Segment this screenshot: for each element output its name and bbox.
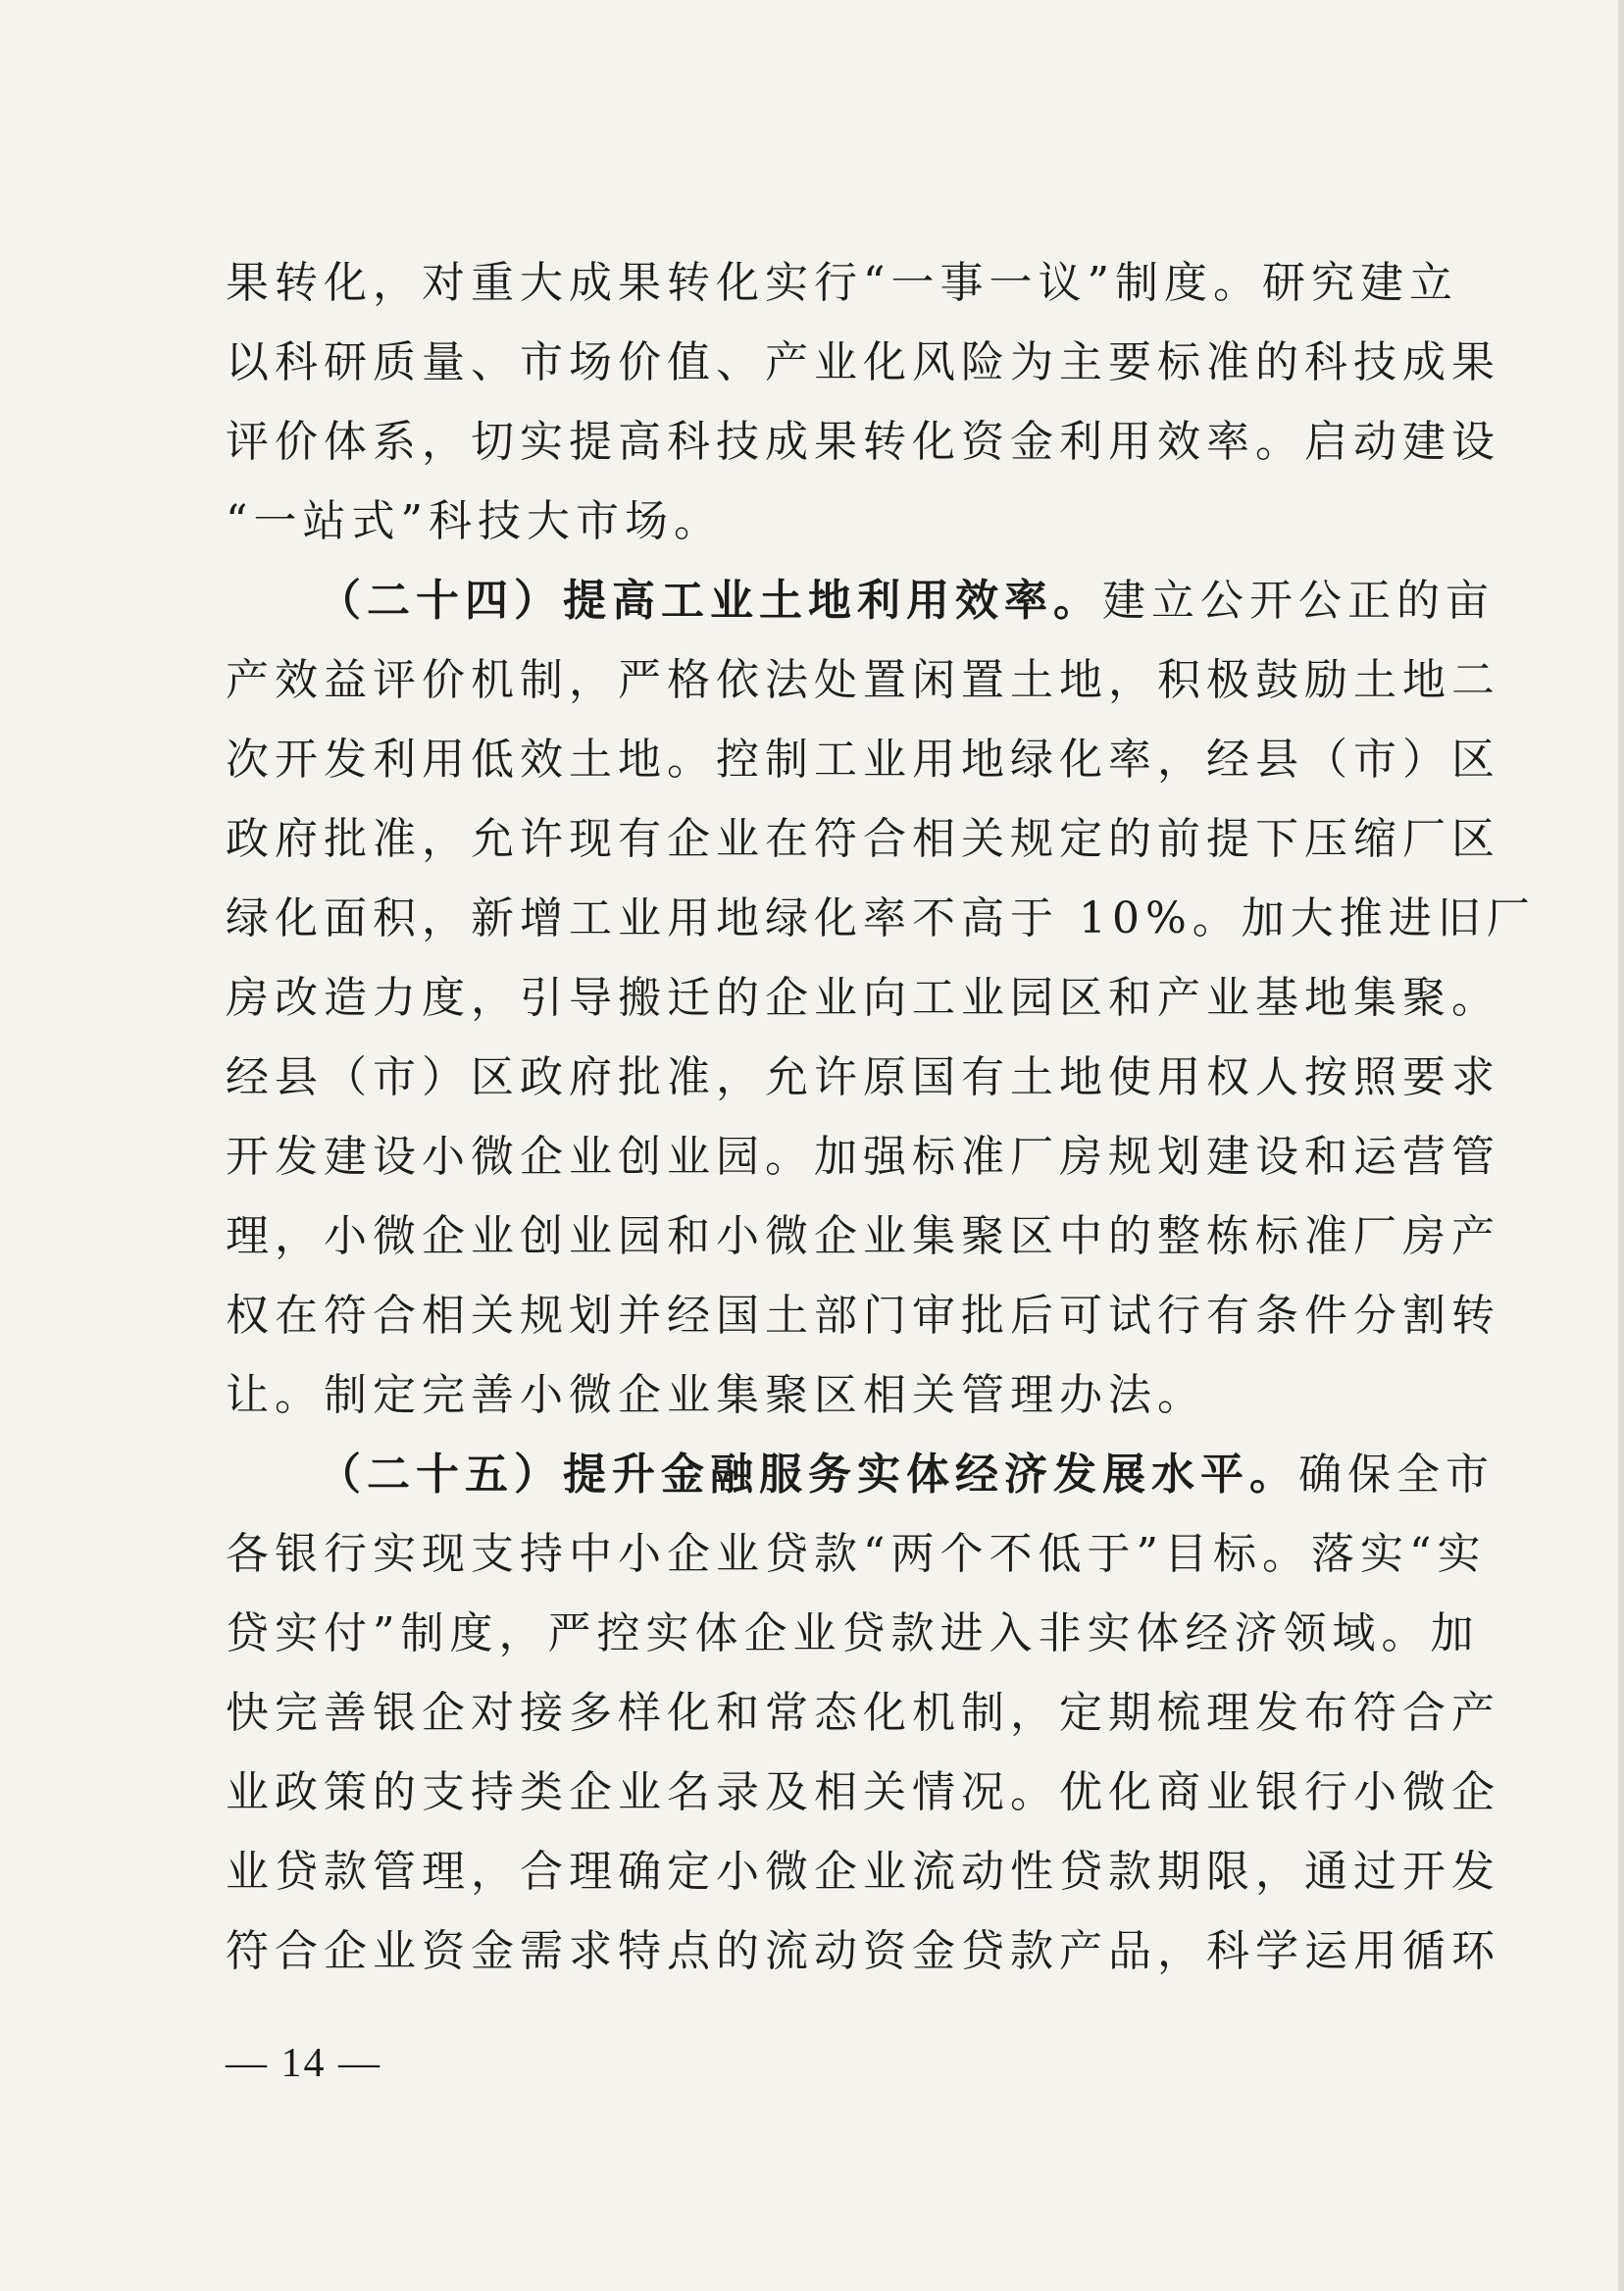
line-text: 经县（市）区政府批准，允许原国有土地使用权人按照要求: [226, 1052, 1500, 1102]
scan-edge: [1618, 0, 1624, 2291]
text-line: [226, 1038, 1500, 1117]
section-heading: （二十四）提高工业土地利用效率。: [318, 576, 1102, 626]
text-line: [226, 1673, 1500, 1753]
line-text: 开发建设小微企业创业园。加强标准厂房规划建设和运营管: [226, 1132, 1500, 1182]
line-text: 房改造力度，引导搬迁的企业向工业园区和产业基地集聚。: [226, 973, 1500, 1023]
text-line: [226, 879, 1536, 958]
text-line: [226, 1355, 1432, 1435]
line-text: 业贷款管理，合理确定小微企业流动性贷款期限，通过开发: [226, 1847, 1500, 1897]
text-line: [226, 482, 1432, 561]
line-text: 符合企业资金需求特点的流动资金贷款产品，科学运用循环: [226, 1926, 1500, 1976]
line-text: 产效益评价机制，严格依法处置闲置土地，积极鼓励土地二: [226, 655, 1500, 705]
line-text: 权在符合相关规划并经国土部门审批后可试行有条件分割转: [226, 1291, 1500, 1341]
text-line: [226, 1753, 1500, 1832]
text-line: [226, 561, 1495, 640]
line-text: 建立公开公正的亩: [1102, 576, 1495, 626]
text-line: [226, 1117, 1500, 1196]
text-line: [226, 799, 1500, 879]
text-line: [226, 640, 1500, 720]
line-text: 贷实付”制度，严控实体企业贷款进入非实体经济领域。加: [226, 1608, 1480, 1658]
line-text: 政府批准，允许现有企业在符合相关规定的前提下压缩厂区: [226, 814, 1500, 864]
text-line: [226, 1832, 1500, 1911]
text-line: [226, 1276, 1500, 1355]
text-line: [226, 1514, 1487, 1594]
text-line: [226, 243, 1458, 323]
line-text: 果转化，对重大成果转化实行“一事一议”制度。研究建立: [226, 258, 1458, 308]
text-line: [226, 1196, 1500, 1276]
section-heading: （二十五）提升金融服务实体经济发展水平。: [318, 1450, 1298, 1500]
line-text: 让。制定完善小微企业集聚区相关管理办法。: [226, 1370, 1206, 1420]
line-text: 次开发利用低效土地。控制工业用地绿化率，经县（市）区: [226, 735, 1500, 785]
line-text: “一站式”科技大市场。: [226, 496, 723, 546]
line-text: 各银行实现支持中小企业贷款“两个不低于”目标。落实“实: [226, 1529, 1487, 1579]
line-text: 理，小微企业创业园和小微企业集聚区中的整栋标准厂房产: [226, 1211, 1500, 1261]
line-text: 绿化面积，新增工业用地绿化率不高于 10%。加大推进旧厂: [226, 893, 1536, 943]
line-text: 快完善银企对接多样化和常态化机制，定期梳理发布符合产: [226, 1688, 1500, 1738]
text-line: [226, 1435, 1495, 1514]
text-line: [226, 1594, 1480, 1673]
text-line: [226, 958, 1500, 1038]
body-text: [226, 243, 1536, 1991]
line-text: 评价体系，切实提高科技成果转化资金利用效率。启动建设: [226, 417, 1500, 467]
text-line: [226, 323, 1500, 402]
text-line: [226, 1911, 1500, 1991]
page-number: — 14 —: [226, 2041, 381, 2086]
text-line: [226, 720, 1500, 799]
line-text: 业政策的支持类企业名录及相关情况。优化商业银行小微企: [226, 1767, 1500, 1817]
line-text: 确保全市: [1298, 1450, 1495, 1500]
text-line: [226, 402, 1500, 482]
line-text: 以科研质量、市场价值、产业化风险为主要标准的科技成果: [226, 337, 1500, 387]
